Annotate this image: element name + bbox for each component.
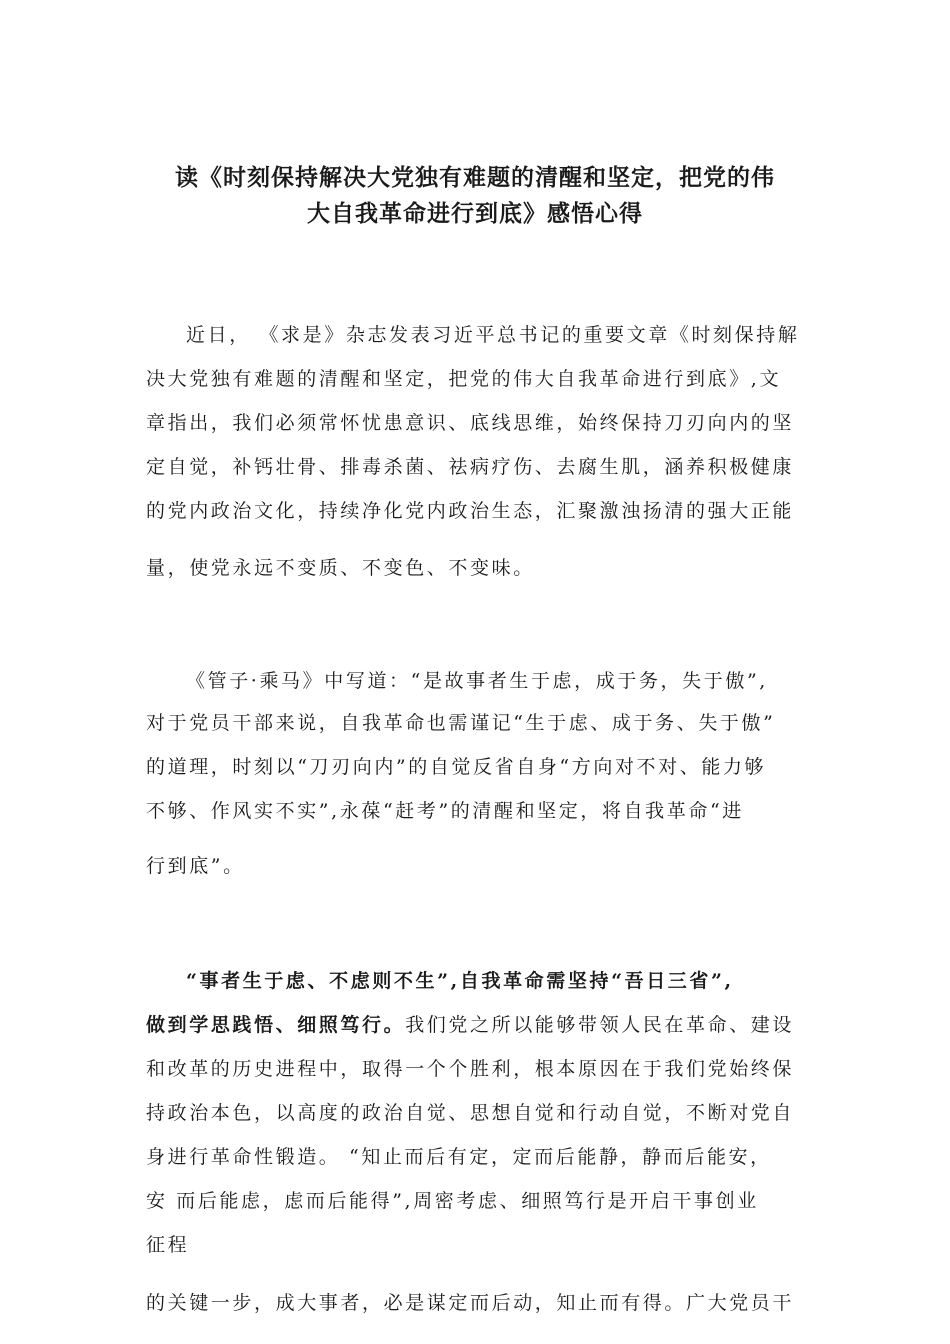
paragraph-3-line-8: 的关键一步，成大事者，必是谋定而后动，知止而有得。广大党员干 bbox=[146, 1292, 795, 1314]
paragraph-1-line-6: 量，使党永远不变质、不变色、不变味。 bbox=[146, 557, 535, 579]
paragraph-3-line-4: 持政治本色，以高度的政治自觉、思想自觉和行动自觉，不断对党自 bbox=[146, 1102, 795, 1124]
paragraph-3-line-6: 安 而后能虑，虑而后能得”,周密考虑、细照笃行是开启干事创业 bbox=[146, 1190, 759, 1212]
paragraph-3-bold-lead: 做到学思践悟、细照笃行。 bbox=[146, 1014, 406, 1036]
paragraph-1-line-1: 近日， 《求是》杂志发表习近平总书记的重要文章《时刻保持解 bbox=[186, 324, 800, 346]
paragraph-1-line-5: 的党内政治文化，持续净化党内政治生态，汇聚激浊扬清的强大正能 bbox=[146, 500, 795, 522]
paragraph-3-bold-line: “事者生于虑、不虑则不生”,自我革命需坚持“吾日三省”, bbox=[186, 970, 734, 992]
document-title bbox=[120, 160, 830, 232]
paragraph-2-line-4: 不够、作风实不实”,永葆“赶考”的清醒和坚定，将自我革命“进 bbox=[146, 800, 744, 822]
paragraph-2-line-1: 《管子·乘马》中写道：“是故事者生于虑，成于务，失于傲”, bbox=[186, 670, 768, 692]
title-line-2: 大自我革命进行到底》感悟心得 bbox=[307, 200, 643, 227]
paragraph-3-lead-rest: 我们党之所以能够带领人民在革命、建设 bbox=[405, 1014, 795, 1036]
title-line-1: 读《时刻保持解决大党独有难题的清醒和坚定，把党的伟 bbox=[175, 164, 775, 191]
paragraph-2-line-3: 的道理，时刻以“刀刃向内”的自觉反省自身“方向对不对、能力够 bbox=[146, 756, 767, 778]
paragraph-3-line-3: 和改革的历史进程中，取得一个个胜利，根本原因在于我们党始终保 bbox=[146, 1058, 795, 1080]
paragraph-3-line-7: 征程 bbox=[146, 1234, 190, 1256]
paragraph-1-line-3: 章指出，我们必须常怀忧患意识、底线思维，始终保持刀刃向内的坚 bbox=[146, 412, 795, 434]
paragraph-3-line-5: 身进行革命性锻造。 “知止而后有定，定而后能静，静而后能安， bbox=[146, 1146, 772, 1168]
paragraph-1-line-2: 决大党独有难题的清醒和坚定，把党的伟大自我革命进行到底》,文 bbox=[146, 368, 782, 390]
paragraph-2-line-5: 行到底”。 bbox=[146, 855, 245, 877]
paragraph-3-line-2 bbox=[146, 1012, 794, 1038]
paragraph-1-line-4: 定自觉，补钙壮骨、排毒杀菌、祛病疗伤、去腐生肌，涵养积极健康 bbox=[146, 456, 795, 478]
paragraph-2-line-2: 对于党员干部来说，自我革命也需谨记“生于虑、成于务、失于傲” bbox=[146, 712, 776, 734]
